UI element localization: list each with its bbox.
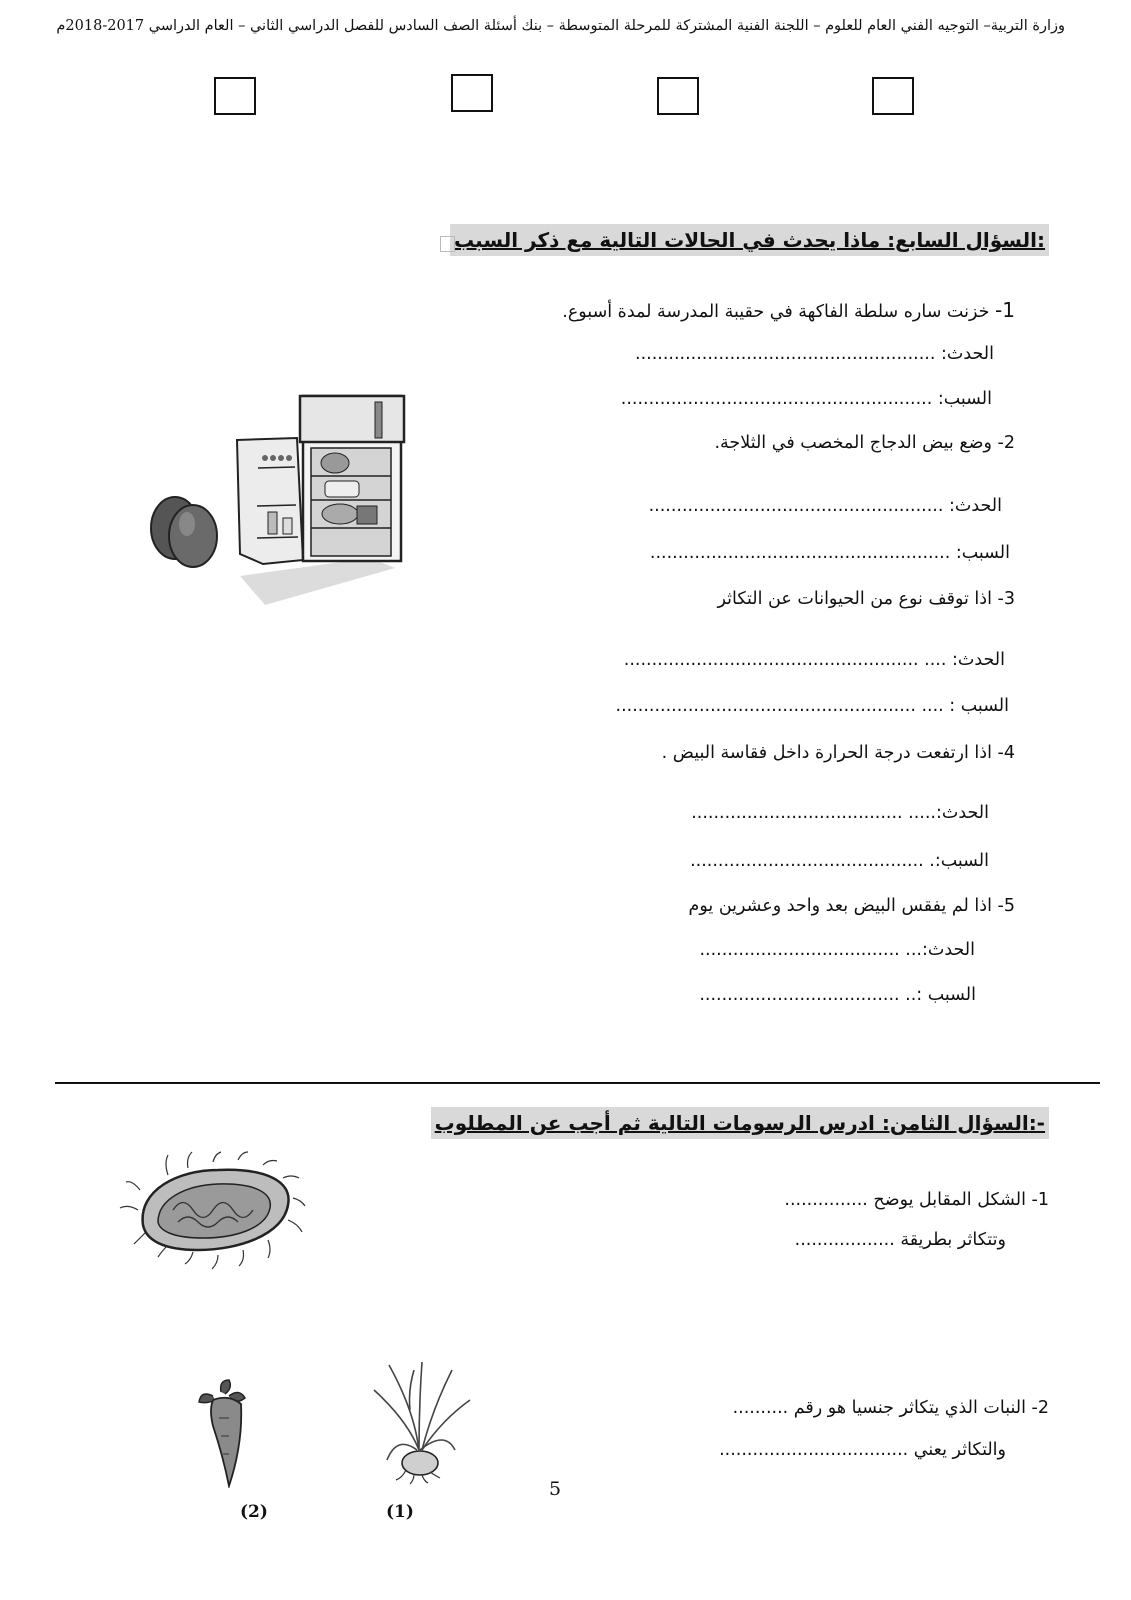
caption-onion: (1) [386, 1502, 414, 1522]
q8-item-1-line2[interactable]: وتتكاثر بطريقة .................. [794, 1230, 1006, 1250]
q7-item-3-num: 3- [997, 589, 1015, 609]
q8-title-wrap [431, 1111, 1049, 1135]
q7-item-2-reason[interactable]: السبب: ...................................................... [649, 543, 1010, 563]
q7-item-5-reason[interactable]: السبب :.. .................................... [699, 985, 976, 1005]
q7-item-5 [689, 896, 1015, 916]
q7-item-2-num: 2- [997, 433, 1015, 453]
q7-item-1-reason[interactable]: السبب: ........................................................ [620, 389, 992, 409]
q7-item-4-num: 4- [997, 743, 1015, 763]
q8-item-2-num: 2- [1031, 1398, 1049, 1418]
q8-item-2-line1[interactable]: النبات الذي يتكاثر جنسيا هو رقم .......... [732, 1398, 1026, 1418]
q7-title-wrap [450, 228, 1049, 252]
q8-title: السؤال الثامن: ادرس الرسومات التالية ثم أجب عن المطلوب:- [431, 1107, 1049, 1139]
q7-item-1-num: 1- [995, 298, 1015, 322]
carrot-icon [195, 1378, 255, 1488]
q7-item-1-event[interactable]: الحدث: ...................................................... [635, 344, 994, 364]
q7-item-5-num: 5- [997, 896, 1015, 916]
fridge-door-icon [237, 438, 303, 564]
q7-item-5-text: اذا لم يفقس البيض بعد واحد وعشرين يوم [688, 896, 992, 916]
q8-item-2-line2[interactable]: والتكاثر يعني .................................. [719, 1440, 1006, 1460]
q8-item-1-num: 1- [1031, 1190, 1049, 1210]
q8-item-1-line1[interactable]: الشكل المقابل يوضح ............... [784, 1190, 1026, 1210]
q7-item-4-text: اذا ارتفعت درجة الحرارة داخل فقاسة البيض . [661, 743, 992, 763]
q7-checkbox-mark [440, 236, 455, 252]
eggs-icon [151, 497, 217, 567]
answer-box-3[interactable] [657, 77, 699, 115]
section-divider [55, 1082, 1100, 1084]
fridge-icon [300, 396, 404, 561]
page-header: وزارة التربية– التوجيه الفني العام للعلوم – اللجنة الفنية المشتركة للمرحلة المتوسطة – بنك أسئلة الصف السادس للفصل الدراسي الثاني – العام الدراسي 2017-2018م [56, 18, 1065, 34]
q7-item-3-event[interactable]: الحدث: .... ..................................................... [623, 650, 1005, 670]
q7-item-2-text: وضع بيض الدجاج المخصب في الثلاجة. [714, 433, 992, 453]
q7-item-3 [718, 589, 1016, 609]
fridge-eggs-illustration [145, 388, 415, 610]
page-number: 5 [549, 1478, 562, 1500]
answer-box-1[interactable] [214, 77, 256, 115]
q7-item-2-event[interactable]: الحدث: ..................................................... [648, 496, 1002, 516]
q7-title: السؤال السابع: ماذا يحدث في الحالات التالية مع ذكر السبب: [450, 224, 1049, 256]
answer-box-4[interactable] [872, 77, 914, 115]
q8-item-1 [784, 1190, 1049, 1210]
bacterium-illustration [118, 1150, 308, 1270]
q7-item-3-reason[interactable]: السبب : .... ...................................................... [615, 696, 1009, 716]
q8-item-2 [733, 1398, 1049, 1418]
q7-item-2 [714, 433, 1015, 453]
q7-item-4-event[interactable]: الحدث:..... ...................................... [691, 803, 989, 823]
q7-item-1 [562, 298, 1015, 322]
q7-item-3-text: اذا توقف نوع من الحيوانات عن التكاثر [717, 589, 992, 609]
q7-item-5-event[interactable]: الحدث:... .................................... [699, 940, 975, 960]
caption-carrot: (2) [240, 1502, 268, 1522]
q7-item-1-text: خزنت ساره سلطة الفاكهة في حقيبة المدرسة لمدة أسبوع. [562, 302, 990, 322]
floor-shadow [240, 558, 395, 605]
q7-item-4 [662, 743, 1015, 763]
q7-item-4-reason[interactable]: السبب:. .......................................... [690, 851, 989, 871]
onion-plant-icon [362, 1360, 477, 1485]
bacterium-icon [143, 1170, 289, 1250]
answer-box-2[interactable] [451, 74, 493, 112]
